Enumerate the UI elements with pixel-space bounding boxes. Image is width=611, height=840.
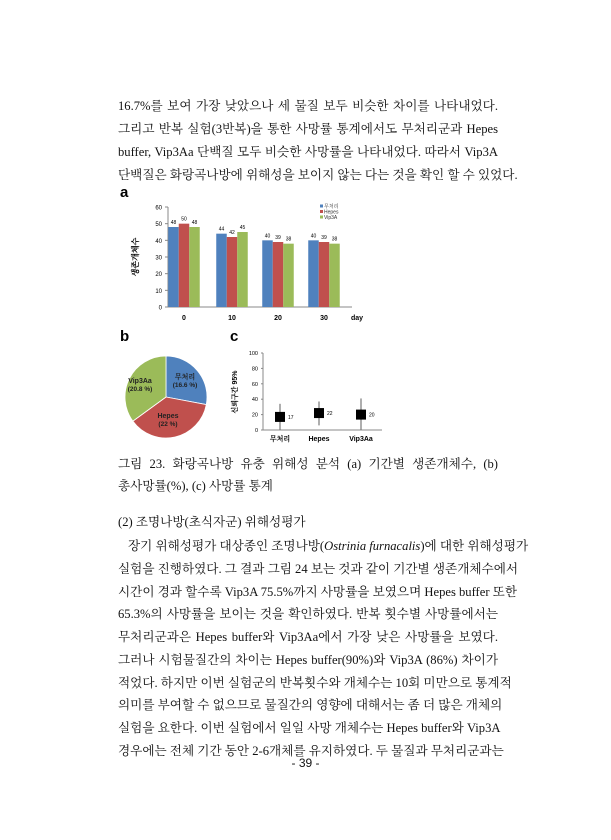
y-tick-label: 80 [251,366,258,373]
data-label: 20 [369,412,375,419]
bar-Vip3A [237,232,248,307]
species-name: Ostrinia furnacalis [324,539,421,553]
y-tick-label: 0 [158,305,162,312]
data-label: 17 [288,414,294,421]
bar-무처리 [216,234,227,307]
paragraph-2-line: 경우에는 전체 기간 동안 2-6개체를 유지하였다. 두 물질과 무처리군과는 [118,743,504,758]
legend-swatch [320,216,323,219]
slice-label: (22 %) [158,421,178,428]
y-tick-label: 100 [248,351,258,357]
paragraph-2-line: 실험을 진행하였다. 그 결과 그림 24 보는 것과 같이 기간별 생존개체수에서 [118,562,519,576]
data-label: 40 [310,233,317,240]
figure-caption-line-1: 그림 23. 화랑곡나방 유충 위해성 분석 (a) 기간별 생존개체수, (b) [118,457,498,471]
y-tick-label: 50 [155,222,162,229]
paragraph-1-line: 16.7%를 보여 가장 낮았으나 세 물질 보두 비슷한 차이를 나타내었다. [118,99,498,113]
bar-Hepes [227,237,238,307]
bar-무처리 [262,240,273,307]
paragraph-2-line: 무처리군과은 Hepes buffer와 Vip3Aa에서 가장 낮은 사망률을 보였다. [118,630,498,645]
y-tick-label: 20 [155,272,162,279]
pie-chart-b [125,356,207,438]
paragraph-2-line: 적었다. 하지만 이번 실험군의 반복횟수와 개체수는 10회 미만으로 통계적 [118,675,512,690]
data-label: 38 [285,236,292,243]
paragraph-2-line: 실험을 요한다. 이번 실험에서 일일 사망 개체수는 Hepes buffer와 Vip3A [118,720,501,735]
paragraph-2-line: 시간이 경과 할수록 Vip3A 75.5%까지 사망률을 보였으며 Hepes buffer 또한 [118,584,518,599]
y-tick-label: 10 [155,288,162,295]
paragraph-1-line: 그리고 반복 실험(3반복)을 통한 사망률 통계에서도 무처리군과 Hepes [118,122,498,136]
legend-label: 무처리 [324,204,339,210]
data-label: 38 [331,236,338,243]
bar-Hepes [273,242,284,307]
bar-Vip3A [283,244,294,307]
data-label: 50 [181,216,187,223]
data-point [314,408,324,418]
paragraph-1-line: 단백질은 화랑곡나방에 위해성을 보이지 않는 다는 것을 확인 할 수 있었다. [118,168,518,182]
bar-Hepes [319,242,330,307]
panel-label-c: c [230,328,239,345]
y-tick-label: 0 [254,428,258,434]
slice-name: Vip3Aa [128,378,152,385]
data-label: 40 [264,233,271,240]
legend-label: Hepes [324,209,339,216]
x-tick-label: Hepes [308,436,330,443]
x-tick-label: 무처리 [269,436,291,443]
page-number: - 39 - [291,756,320,770]
legend-label: Vip3A [324,215,338,221]
y-tick-label: 60 [251,381,258,388]
data-label: 39 [321,235,327,241]
x-axis-label: day [351,315,364,322]
x-tick-label: 20 [274,315,282,322]
legend-swatch [320,210,323,213]
text: 장기 위해성평가 대상종인 조명나방( [128,539,325,553]
data-point [356,410,366,420]
bar-무처리 [168,227,179,307]
paragraph-2-line: 65.3%의 사망률을 보이는 것을 확인하였다. 반복 횟수별 사망률에서는 [118,607,498,622]
paragraph-2-line: 의미를 부여할 수 없으므로 물질간의 영향에 대해서는 좀 더 많은 개체의 [118,698,503,713]
x-tick-label: 30 [320,315,328,322]
slice-name: Hepes [157,413,179,420]
paragraph-1-line: buffer, Vip3Aa 단백질 모두 비슷한 사망률을 나타내었다. 따라서 Vip3A [118,145,498,159]
slice-label: (20.8 %) [127,386,153,393]
data-label: 42 [229,230,235,236]
figure-caption-line-2: 총사망률(%), (c) 사망률 통계 [118,479,273,493]
data-label: 44 [218,226,225,233]
y-tick-label: 30 [155,255,162,262]
y-tick-label: 20 [251,412,258,419]
bar-Hepes [179,224,190,307]
paragraph-2-line: 그러나 시험물질간의 차이는 Hepes buffer(90%)와 Vip3A (86%) 차이가 [118,652,498,667]
section-heading: (2) 조명나방(초식자군) 위해성평가 [118,515,306,529]
data-point [275,412,285,422]
y-tick-label: 60 [155,205,162,212]
x-tick-label: 0 [182,315,186,322]
data-label: 39 [275,235,281,241]
bar-무처리 [308,240,319,307]
bar-Vip3A [329,244,340,307]
y-axis-label: 생존개체수 [131,237,140,277]
y-axis-label: 신뢰구간 95% [232,370,239,414]
ci-chart-c [230,351,382,443]
data-label: 48 [170,220,177,226]
data-label: 48 [191,220,198,226]
y-tick-label: 40 [251,397,258,404]
x-tick-label: Vip3Aa [349,436,373,443]
data-label: 22 [327,411,333,418]
y-tick-label: 40 [155,238,162,245]
panel-label-a: a [120,184,129,201]
text: )에 대한 위해성평가 [420,539,529,553]
paragraph-2-line-1 [128,538,529,554]
legend-swatch [320,205,323,208]
slice-name: 무처리 [174,374,196,381]
slice-label: (16.6 %) [172,382,198,389]
x-tick-label: 10 [228,315,236,322]
bar-chart-a [130,203,363,322]
panel-label-b: b [120,328,130,345]
bar-Vip3A [189,227,200,307]
data-label: 45 [239,225,246,231]
